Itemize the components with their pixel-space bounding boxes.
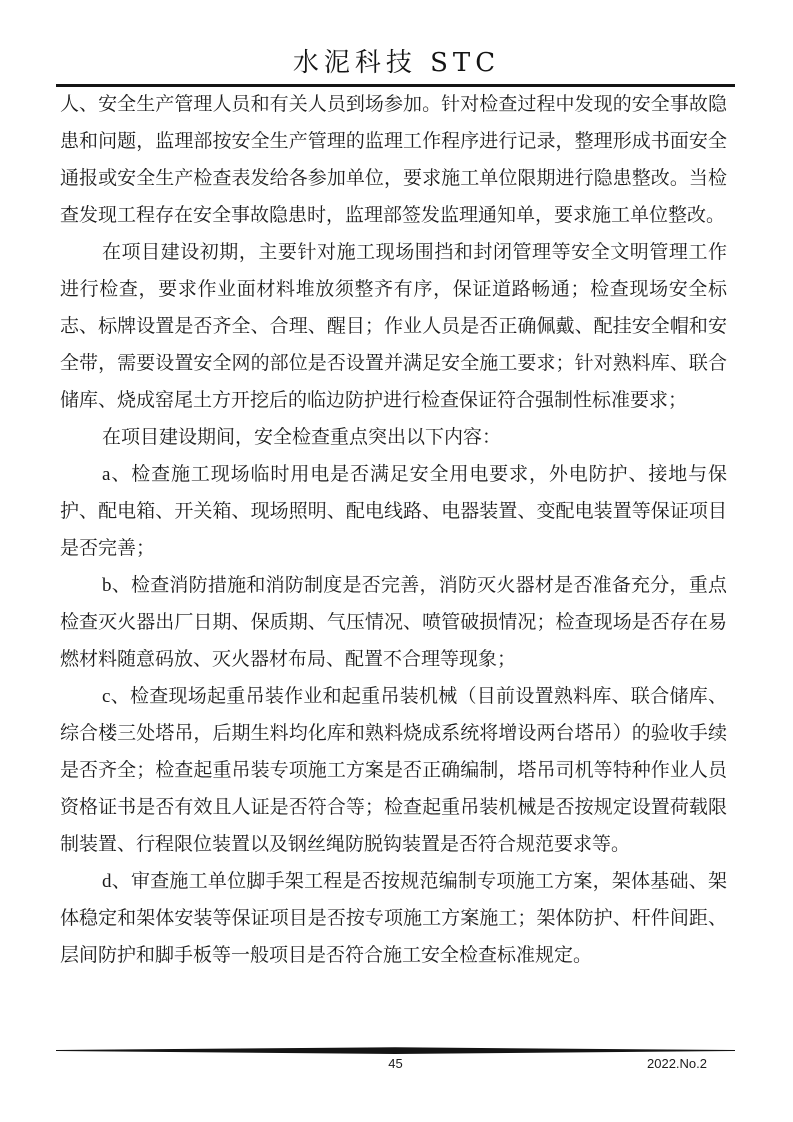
paragraph-item-d: d、审查施工单位脚手架工程是否按规范编制专项施工方案，架体基础、架体稳定和架体安装等保证项目是否按专项施工方案施工；架体防护、杆件间距、层间防护和脚手板等一般项目是否符合施工安全检查标准规定。 [60, 871, 727, 966]
paragraph-continuation: 人、安全生产管理人员和有关人员到场参加。针对检查过程中发现的安全事故隐患和问题，监理部按安全生产管理的监理工作程序进行记录，整理形成书面安全通报或安全生产检查表发给各参加单位，要求施工单位限期进行隐患整改。当检查发现工程存在安全事故隐患时，监理部签发监理通知单，要求施工单位整改。 [60, 94, 727, 226]
issue-label: 2022.No.2 [647, 1056, 707, 1071]
page-number: 45 [388, 1056, 403, 1071]
paragraph-item-a: a、检查施工现场临时用电是否满足安全用电要求，外电防护、接地与保护、配电箱、开关箱、现场照明、配电线路、电器装置、变配电装置等保证项目是否完善； [60, 464, 727, 559]
paragraph-item-c: c、检查现场起重吊装作业和起重吊装机械（目前设置熟料库、联合储库、综合楼三处塔吊，后期生料均化库和熟料烧成系统将增设两台塔吊）的验收手续是否齐全；检查起重吊装专项施工方案是否正确编制，塔吊司机等特种作业人员资格证书是否有效且人证是否符合等；检查起重吊装机械是否按规定设置荷载限制装置、行程限位装置以及钢丝绳防脱钩装置是否符合规范要求等。 [60, 686, 727, 855]
paragraph-early-phase: 在项目建设初期，主要针对施工现场围挡和封闭管理等安全文明管理工作进行检查，要求作业面材料堆放须整齐有序，保证道路畅通；检查现场安全标志、标牌设置是否齐全、合理、醒目；作业人员是否正确佩戴、配挂安全帽和安全带，需要设置安全网的部位是否设置并满足安全施工要求；针对熟料库、联合储库、烧成窑尾土方开挖后的临边防护进行检查保证符合强制性标准要求； [60, 242, 727, 411]
paragraph-item-b: b、检查消防措施和消防制度是否完善，消防灭火器材是否准备充分，重点检查灭火器出厂日期、保质期、气压情况、喷管破损情况；检查现场是否存在易燃材料随意码放、灭火器材布局、配置不合理等现象； [60, 575, 727, 670]
journal-title: 水泥科技 STC [292, 48, 501, 78]
body-text [60, 86, 727, 974]
footer-divider-line [56, 1047, 735, 1055]
paragraph-construction-period-intro: 在项目建设期间，安全检查重点突出以下内容： [102, 427, 502, 448]
